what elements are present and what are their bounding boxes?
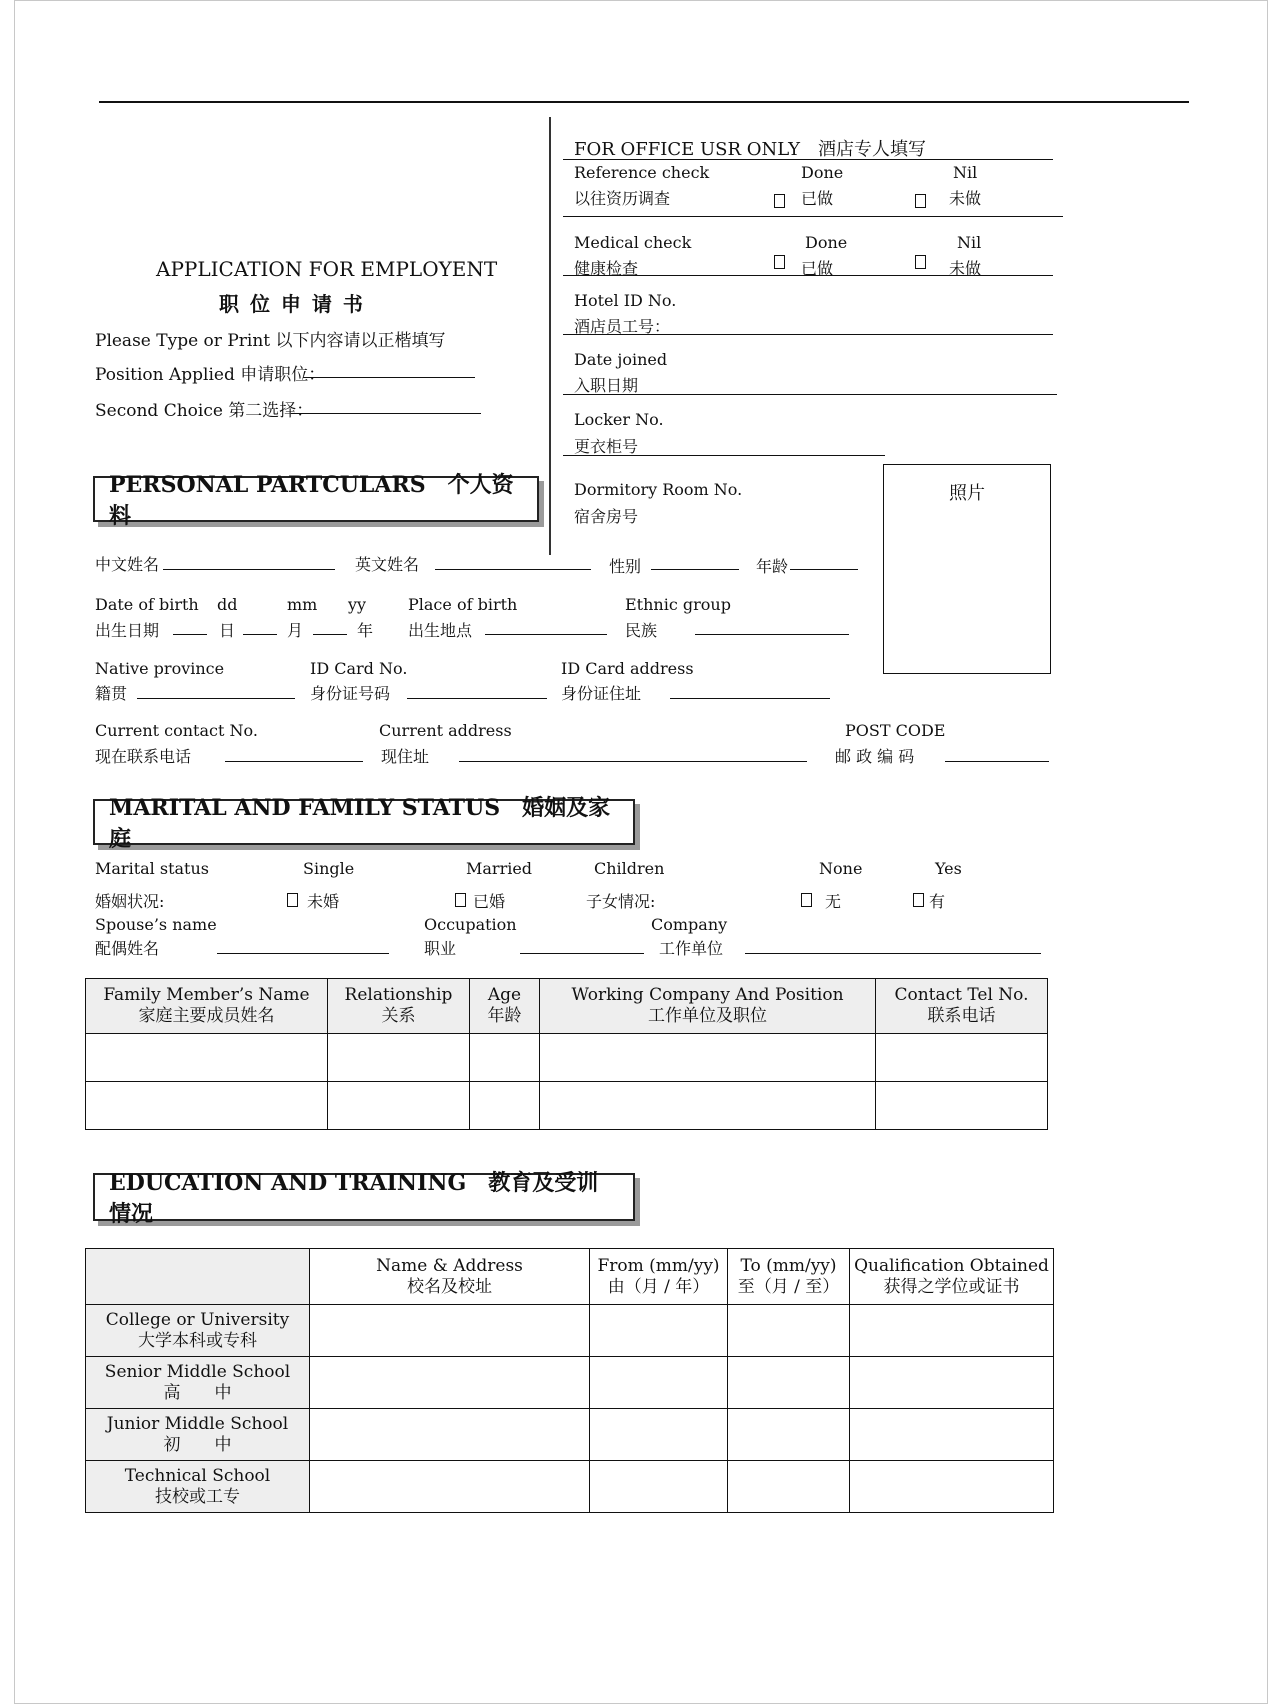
marital-status-label: Marital status (95, 859, 209, 878)
photo-box[interactable] (883, 464, 1051, 674)
office-rule (563, 394, 1057, 395)
post-code-label-cn: 邮 政 编 码 (835, 747, 915, 766)
hotel-id-label-cn: 酒店员工号： (574, 317, 671, 336)
office-rule (563, 159, 1053, 160)
office-rule (563, 455, 885, 456)
education-col-level (86, 1249, 310, 1305)
family-col-tel-en: Contact Tel No. (894, 985, 1029, 1005)
married-label-cn: 已婚 (473, 892, 506, 911)
second-choice-label: Second Choice 第二选择： (95, 401, 314, 421)
medical-check-label: Medical check (574, 233, 692, 252)
table-cell[interactable] (86, 1034, 328, 1082)
gender-field[interactable] (651, 569, 739, 570)
family-col-relationship (328, 979, 470, 1034)
education-col-to-cn: 至（月 / 至） (737, 1276, 840, 1297)
current-address-field[interactable] (459, 761, 807, 762)
table-cell[interactable] (850, 1461, 1054, 1513)
table-cell[interactable] (310, 1357, 590, 1409)
english-name-field[interactable] (435, 569, 591, 570)
table-row (86, 1461, 1054, 1513)
education-row-technical (86, 1461, 310, 1513)
table-cell[interactable] (590, 1461, 728, 1513)
family-members-table (85, 978, 1048, 1130)
pob-label-cn: 出生地点 (408, 621, 473, 640)
spouse-name-label-cn: 配偶姓名 (95, 939, 160, 958)
family-col-age (470, 979, 540, 1034)
dob-year-label: 年 (357, 621, 374, 640)
table-row (86, 1357, 1054, 1409)
occupation-label-cn: 职业 (424, 939, 457, 958)
personal-heading-text: PERSONAL PARTCULARS 个人资料 (109, 472, 514, 529)
medical-nil-label: Nil (957, 233, 982, 252)
vertical-divider (549, 117, 551, 555)
medical-check-label-cn: 健康检查 (574, 259, 639, 278)
table-cell[interactable] (310, 1409, 590, 1461)
single-label-cn: 未婚 (307, 892, 340, 911)
age-field[interactable] (790, 569, 858, 570)
single-checkbox[interactable] (287, 893, 298, 907)
reference-done-checkbox[interactable] (774, 194, 785, 208)
dob-year-field[interactable] (313, 634, 347, 635)
education-row-senior-cn: 高 中 (163, 1382, 232, 1403)
id-address-label-cn: 身份证住址 (561, 684, 642, 703)
education-section-heading (93, 1170, 635, 1227)
family-col-name-cn: 家庭主要成员姓名 (138, 1006, 275, 1026)
education-col-qualification-cn: 获得之学位或证书 (883, 1276, 1020, 1297)
reference-done-label: Done (801, 163, 844, 182)
yes-label-cn: 有 (929, 892, 946, 911)
family-col-age-en: Age (487, 985, 522, 1005)
dob-day-label: 日 (219, 621, 236, 640)
none-label: None (819, 859, 863, 878)
second-choice-field[interactable] (291, 413, 481, 414)
company-label-cn: 工作单位 (659, 939, 724, 958)
none-label-cn: 无 (825, 892, 842, 911)
medical-done-label-cn: 已做 (801, 259, 834, 278)
education-col-from (590, 1249, 728, 1305)
table-cell[interactable] (728, 1305, 850, 1357)
native-province-label-cn: 籍贯 (95, 684, 128, 703)
pob-label: Place of birth (408, 595, 518, 614)
table-cell[interactable] (328, 1034, 470, 1082)
office-use-title: FOR OFFICE USR ONLY 酒店专人填写 (574, 139, 926, 160)
dormitory-label-cn: 宿舍房号 (574, 507, 639, 526)
gender-label: 性别 (609, 557, 642, 576)
education-col-from-cn: 由（月 / 年） (607, 1276, 710, 1297)
current-address-label: Current address (379, 721, 512, 740)
table-cell[interactable] (850, 1357, 1054, 1409)
medical-nil-checkbox[interactable] (915, 255, 926, 269)
contact-no-label: Current contact No. (95, 721, 258, 740)
id-address-label: ID Card address (561, 659, 694, 678)
post-code-label: POST CODE (845, 721, 946, 740)
occupation-label: Occupation (424, 915, 517, 934)
id-card-field[interactable] (407, 698, 547, 699)
table-cell[interactable] (876, 1082, 1048, 1130)
family-col-age-cn: 年龄 (487, 1006, 522, 1026)
reference-done-label-cn: 已做 (801, 189, 834, 208)
medical-nil-label-cn: 未做 (949, 259, 982, 278)
education-col-qualification (850, 1249, 1054, 1305)
medical-done-checkbox[interactable] (774, 255, 785, 269)
occupation-field[interactable] (520, 953, 644, 954)
family-col-relationship-cn: 关系 (381, 1006, 416, 1026)
education-row-junior-en: Junior Middle School (106, 1413, 289, 1434)
family-col-name (86, 979, 328, 1034)
table-cell[interactable] (590, 1305, 728, 1357)
marital-status-label-cn: 婚姻状况: (95, 892, 165, 911)
education-heading-text: EDUCATION AND TRAINING 教育及受训情况 (109, 1170, 599, 1227)
table-cell[interactable] (86, 1082, 328, 1130)
contact-no-field[interactable] (225, 761, 363, 762)
id-card-label: ID Card No. (310, 659, 408, 678)
education-row-junior (86, 1409, 310, 1461)
reference-nil-label: Nil (953, 163, 978, 182)
table-cell[interactable] (540, 1082, 876, 1130)
education-row-college (86, 1305, 310, 1357)
education-col-school (310, 1249, 590, 1305)
id-address-field[interactable] (670, 698, 830, 699)
dob-label-cn: 出生日期 (95, 621, 160, 640)
marital-heading-text: MARITAL AND FAMILY STATUS 婚姻及家庭 (109, 795, 611, 852)
table-cell[interactable] (728, 1357, 850, 1409)
reference-check-label-cn: 以往资历调查 (574, 189, 671, 208)
ethnic-label: Ethnic group (625, 595, 731, 614)
education-row-college-en: College or University (105, 1309, 290, 1330)
children-label: Children (594, 859, 665, 878)
dob-yy-label: yy (348, 595, 367, 614)
family-col-tel-cn: 联系电话 (927, 1006, 996, 1026)
medical-done-label: Done (805, 233, 848, 252)
spouse-name-label: Spouse’s name (95, 915, 217, 934)
native-province-label: Native province (95, 659, 225, 678)
family-col-company-cn: 工作单位及职位 (648, 1006, 767, 1026)
none-checkbox[interactable] (801, 893, 812, 907)
chinese-name-label: 中文姓名 (95, 555, 160, 574)
photo-label: 照片 (949, 483, 985, 504)
table-cell[interactable] (850, 1305, 1054, 1357)
education-col-from-en: From (mm/yy) (597, 1255, 720, 1276)
married-label: Married (466, 859, 533, 878)
table-row (86, 1034, 1048, 1082)
position-applied-field[interactable] (303, 377, 475, 378)
dob-month-label: 月 (287, 621, 304, 640)
table-cell[interactable] (728, 1409, 850, 1461)
personal-section-heading (93, 472, 539, 529)
table-cell[interactable] (728, 1461, 850, 1513)
table-cell[interactable] (328, 1082, 470, 1130)
instruction-text: Please Type or Print 以下内容请以正楷填写 (95, 331, 446, 351)
family-col-name-en: Family Member’s Name (103, 985, 310, 1005)
table-cell[interactable] (310, 1461, 590, 1513)
company-field[interactable] (745, 953, 1041, 954)
married-checkbox[interactable] (455, 893, 466, 907)
education-col-to (728, 1249, 850, 1305)
chinese-name-field[interactable] (163, 569, 335, 570)
age-label: 年龄 (756, 557, 789, 576)
yes-label: Yes (935, 859, 962, 878)
reference-nil-label-cn: 未做 (949, 189, 982, 208)
current-address-label-cn: 现住址 (381, 747, 430, 766)
education-row-junior-cn: 初 中 (163, 1434, 232, 1455)
education-col-school-en: Name & Address (376, 1255, 523, 1276)
table-cell[interactable] (540, 1034, 876, 1082)
education-table (85, 1248, 1054, 1513)
dob-dd-label: dd (217, 595, 238, 614)
native-province-field[interactable] (137, 698, 295, 699)
family-col-tel (876, 979, 1048, 1034)
family-col-company (540, 979, 876, 1034)
id-card-label-cn: 身份证号码 (310, 684, 391, 703)
table-cell[interactable] (470, 1082, 540, 1130)
office-rule (563, 275, 1053, 276)
dob-mm-label: mm (287, 595, 318, 614)
post-code-field[interactable] (945, 761, 1049, 762)
locker-label-cn: 更衣柜号 (574, 437, 639, 456)
table-cell[interactable] (850, 1409, 1054, 1461)
education-col-to-en: To (mm/yy) (740, 1255, 837, 1276)
reference-check-label: Reference check (574, 163, 710, 182)
family-table-header-row (86, 979, 1048, 1034)
marital-section-heading (93, 795, 635, 852)
table-cell[interactable] (590, 1357, 728, 1409)
reference-nil-checkbox[interactable] (915, 194, 926, 208)
table-cell[interactable] (470, 1034, 540, 1082)
ethnic-field[interactable] (695, 634, 849, 635)
office-rule (563, 334, 1053, 335)
ethnic-label-cn: 民族 (625, 621, 658, 640)
table-cell[interactable] (876, 1034, 1048, 1082)
date-joined-label: Date joined (574, 350, 668, 369)
education-row-technical-cn: 技校或工专 (155, 1486, 240, 1507)
dob-month-field[interactable] (243, 634, 277, 635)
education-table-header-row (86, 1249, 1054, 1305)
education-row-senior-en: Senior Middle School (104, 1361, 291, 1382)
date-joined-label-cn: 入职日期 (574, 376, 639, 395)
form-title-en: APPLICATION FOR EMPLOYENT (156, 257, 498, 281)
education-row-senior (86, 1357, 310, 1409)
family-col-relationship-en: Relationship (344, 985, 453, 1005)
table-row (86, 1082, 1048, 1130)
company-label: Company (651, 915, 728, 934)
pob-field[interactable] (485, 634, 607, 635)
position-applied-label: Position Applied 申请职位： (95, 365, 326, 385)
english-name-label: 英文姓名 (355, 555, 420, 574)
education-col-school-cn: 校名及校址 (407, 1276, 492, 1297)
spouse-name-field[interactable] (217, 953, 389, 954)
table-row (86, 1305, 1054, 1357)
contact-no-label-cn: 现在联系电话 (95, 747, 192, 766)
application-form-page (14, 0, 1268, 1704)
dob-day-field[interactable] (173, 634, 207, 635)
table-cell[interactable] (310, 1305, 590, 1357)
hotel-id-label: Hotel ID No. (574, 291, 677, 310)
table-cell[interactable] (590, 1409, 728, 1461)
education-row-college-cn: 大学本科或专科 (138, 1330, 257, 1351)
family-col-company-en: Working Company And Position (571, 985, 844, 1005)
dob-label: Date of birth (95, 595, 199, 614)
education-col-qualification-en: Qualification Obtained (854, 1255, 1049, 1276)
table-row (86, 1409, 1054, 1461)
office-rule (563, 216, 1063, 217)
form-title-cn: 职 位 申 请 书 (219, 292, 365, 316)
children-label-cn: 子女情况: (586, 892, 656, 911)
yes-checkbox[interactable] (913, 893, 924, 907)
dormitory-label: Dormitory Room No. (574, 480, 743, 499)
locker-label: Locker No. (574, 410, 664, 429)
top-rule (99, 101, 1189, 103)
single-label: Single (303, 859, 355, 878)
education-row-technical-en: Technical School (124, 1465, 271, 1486)
